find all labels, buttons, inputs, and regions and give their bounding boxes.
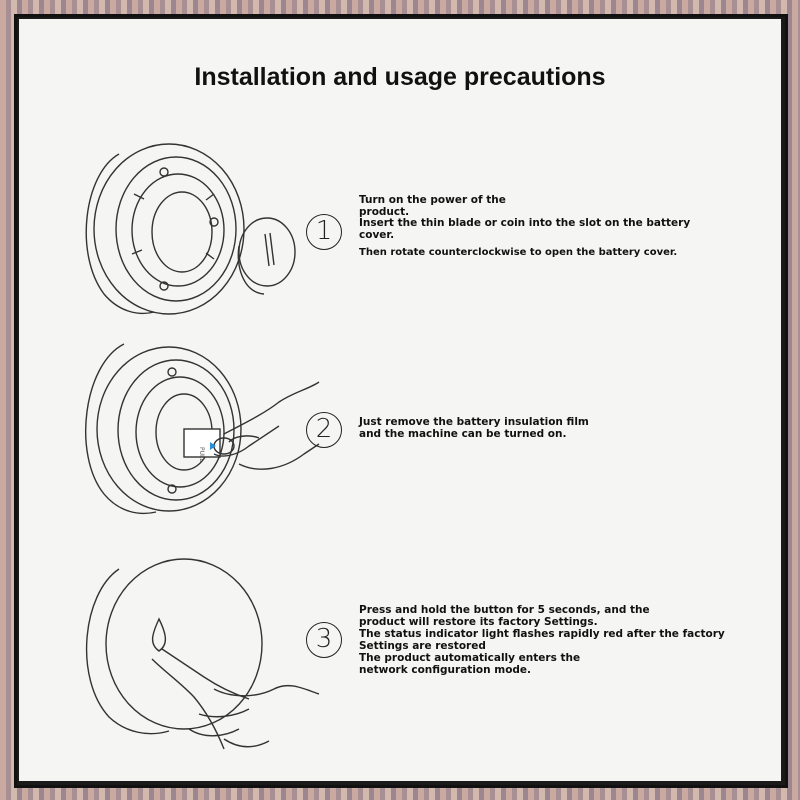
step-1-number: 1	[306, 214, 342, 250]
step-1-line-1: Turn on the power of the product.	[359, 194, 506, 218]
instruction-panel	[19, 19, 781, 781]
step-2-text	[359, 416, 614, 440]
step-1-line-3: Then rotate counterclockwise to open the battery cover.	[359, 247, 678, 258]
step-3-line-3: The product automatically enters the network configuration mode.	[359, 652, 581, 676]
step-2-number: 2	[306, 412, 342, 448]
step-1-line-2: Insert the thin blade or coin into the slot on the battery cover.	[359, 217, 691, 241]
page-title: Installation and usage precautions	[194, 63, 606, 91]
step-2-line-1: Just remove the battery insulation film and the machine can be turned on.	[359, 416, 589, 440]
pull-tab-label: PULL	[198, 447, 205, 462]
step-3-line-2: The status indicator light flashes rapidly red after the factory Settings are restored	[359, 628, 725, 652]
pull-insulation-film-icon	[64, 334, 324, 524]
step-3-text	[359, 604, 764, 676]
step-3-number: 3	[306, 622, 342, 658]
step-1-text	[359, 194, 719, 259]
step-3-line-1: Press and hold the button for 5 seconds, and the product will restore its factory Settings.	[359, 604, 650, 628]
device-with-battery-cover-icon	[64, 134, 304, 324]
press-button-reset-icon	[64, 549, 324, 759]
